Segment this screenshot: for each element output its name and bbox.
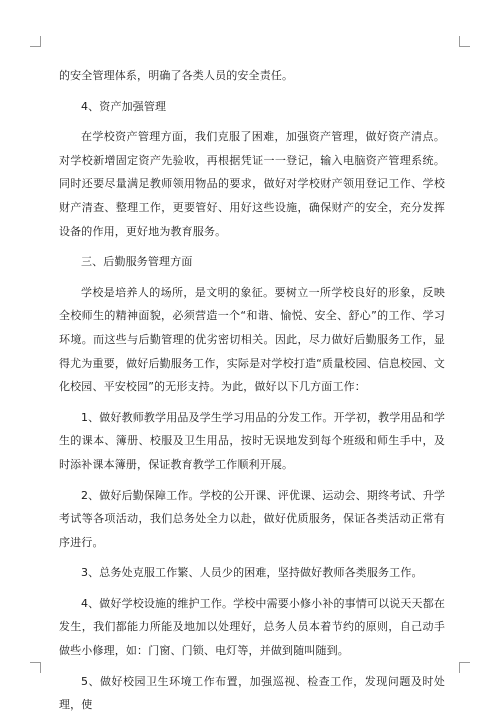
- paragraph-continuation: 的安全管理体系，明确了各类人员的安全责任。: [59, 69, 294, 82]
- list-item-1: 1、做好教师教学用品及学生学习用品的分发工作。开学初，教学用品和学生的课本、簿册、校服及卫生用品，按时无误地发到每个班级和师生手中，及时添补课本簿册，保证教育教学工作顺利开展。: [59, 410, 445, 471]
- list-item-4: 4、做好学校设施的维护工作。学校中需要小修小补的事情可以说天天都在发生，我们都能力所能及地加以处理好，总务人员本着节约的原则，自己动手做些小修理，如：门窗、门锁、电灯等，并做到随叫随到。: [59, 596, 445, 658]
- paragraph-logistics-intro: 学校是培养人的场所，是文明的象征。要树立一所学校良好的形象，反映全校师生的精神面貌，必须营造一个“和谐、愉悦、安全、舒心”的工作、学习环境。而这些与后勤管理的优劣密切相关。因此，尽力做好后勤服务工作，显得尤为重要，做好后勤服务工作，实际是对学校打造“质量校园、信息校园、文化校园、平安校园”的无形支持。为此，做好以下几方面工作：: [59, 285, 445, 394]
- document-body: [59, 64, 445, 717]
- section-heading-asset-management: 4、资产加强管理: [81, 99, 167, 113]
- crop-mark-bottom-left: [30, 662, 41, 673]
- list-item-2: 2、做好后勤保障工作。学校的公开课、评优课、运动会、期终考试、升学考试等各项活动，我们总务处全力以赴，做好优质服务，保证各类活动正常有序进行。: [59, 488, 445, 549]
- crop-mark-top-left: [30, 36, 41, 47]
- paragraph-asset-management: 在学校资产管理方面，我们克服了困难，加强资产管理，做好资产清点。对学校新增固定资产先验收，再根据凭证一一登记，输入电脑资产管理系统。同时还要尽量满足教师领用物品的要求，做好对学校财产领用登记工作、学校财产清查、整理工作，更要管好、用好这些设施，确保财产的安全，充分发挥设备的作用，更好地为教育服务。: [59, 130, 445, 238]
- list-item-5: 5、做好校园卫生环境工作布置，加强巡视、检查工作，发现问题及时处理，使: [59, 674, 445, 712]
- crop-mark-top-right: [459, 36, 470, 47]
- list-item-3: 3、总务处克服工作繁、人员少的困难，坚持做好教师各类服务工作。: [81, 566, 423, 580]
- section-heading-logistics: 三、后勤服务管理方面: [81, 255, 193, 269]
- crop-mark-bottom-right: [459, 662, 470, 673]
